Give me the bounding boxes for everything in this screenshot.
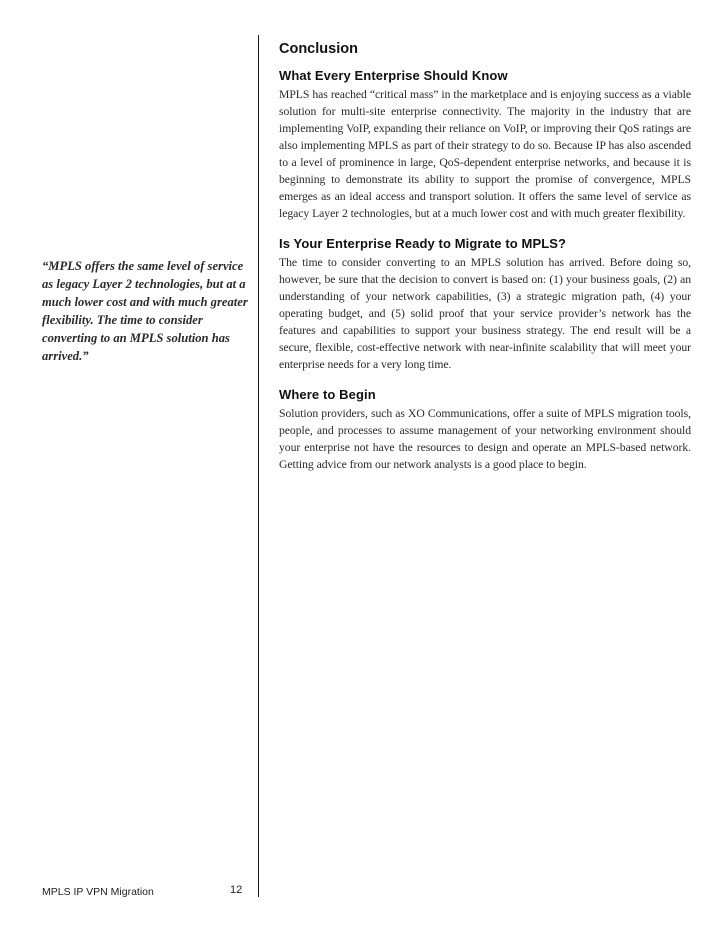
column-divider	[258, 35, 259, 897]
footer-page-number: 12	[230, 884, 243, 896]
section-body: Solution providers, such as XO Communications, offer a suite of MPLS migration tools, people, and processes to assume management of your networking environment should your enterprise not have the resources to design and operate an MPLS-based network. Getting advice from our network analysts is a good place to begin.	[279, 407, 691, 471]
pull-quote: “MPLS offers the same level of service as legacy Layer 2 technologies, but at a much lower cost and with much greater flexibility. The time to consider converting to an MPLS solution has arrived.”	[42, 259, 248, 363]
footer-document-title: MPLS IP VPN Migration	[42, 886, 154, 898]
main-column	[279, 40, 691, 487]
section-body: The time to consider converting to an MPLS solution has arrived. Before doing so, however, be sure that the decision to convert is based on: (1) your business goals, (2) an understanding of your network capabilities, (3) a strategic migration path, (4) your operating budget, and (5) solid proof that your service provider’s network has the features and capabilities to support your business strategy. The end result will be a secure, flexible, cost-effective network with near-infinite scalability that will meet your enterprise needs for a very long time.	[279, 256, 691, 371]
section-heading: What Every Enterprise Should Know	[279, 68, 508, 83]
section-what-every-enterprise	[279, 68, 691, 222]
section-heading: Is Your Enterprise Ready to Migrate to MPLS?	[279, 236, 567, 251]
section-heading: Where to Begin	[279, 387, 376, 402]
page-title: Conclusion	[279, 41, 358, 57]
section-body: MPLS has reached “critical mass” in the marketplace and is enjoying success as a viable solution for multi-site enterprise connectivity. The majority in the industry that are implementing VoIP, expanding their reliance on VoIP, or improving their QoS ratings are also implementing MPLS as part of their strategy to do so. Because IP has also ascended to a level of prominence in large, QoS-dependent enterprise networks, and because it is beginning to demonstrate its ability to support the promise of convergence, MPLS emerges as an ideal access and transport solution. It offers the same level of service as legacy Layer 2 technologies, but at a much lower cost and with much greater flexibility.	[279, 88, 691, 220]
section-ready-to-migrate	[279, 236, 691, 373]
section-where-to-begin	[279, 387, 691, 473]
